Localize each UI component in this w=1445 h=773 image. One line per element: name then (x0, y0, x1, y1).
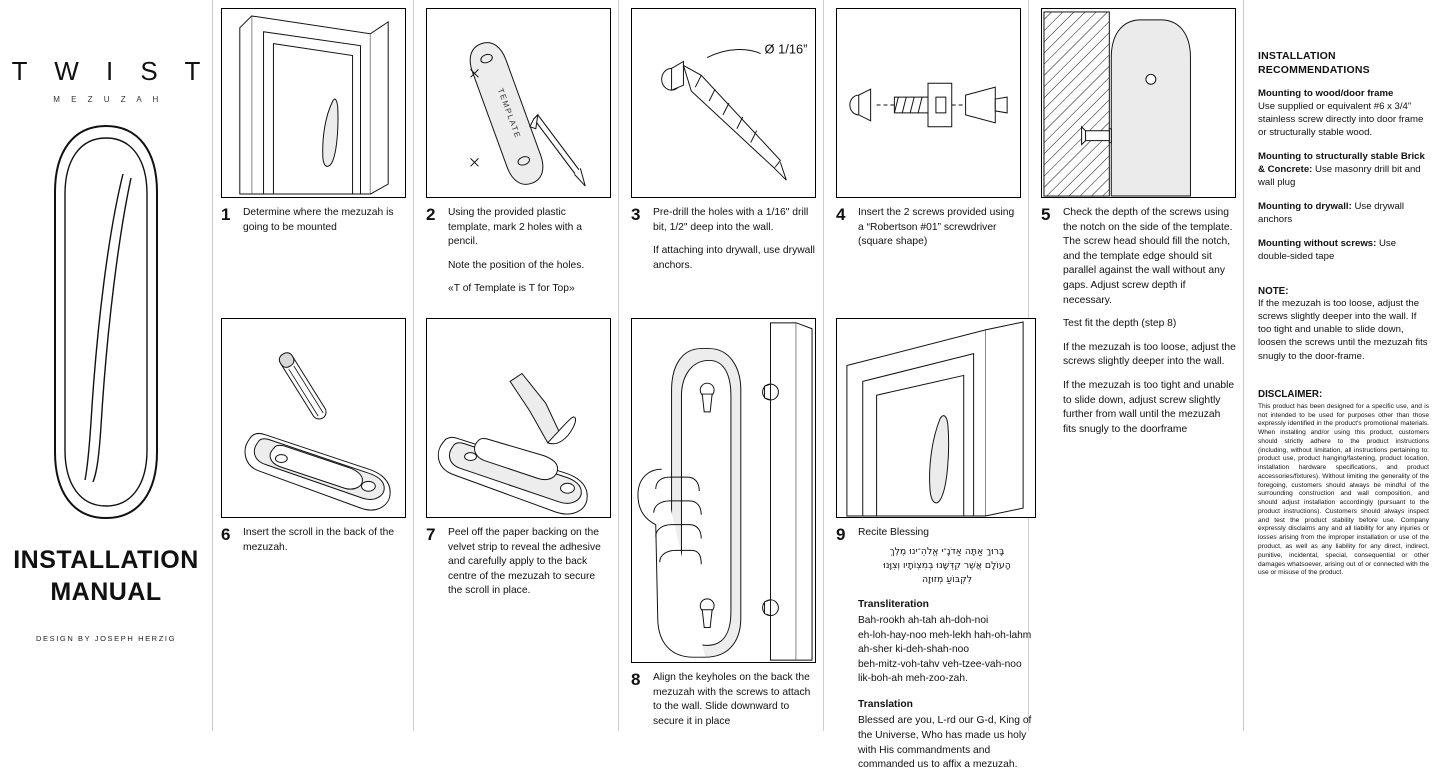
step-4-line-1: Insert the 2 screws provided using a “Robertson #01” screwdriver (square shape) (858, 207, 1015, 248)
step-3-line-2: If attaching into drywall, use drywall anchors. (653, 245, 815, 271)
blessing-hebrew-line-2: הָעוֹלָם אֲשֶׁר קִדְּשָׁנוּ בְּמִצְוֹתָיו וְצִוָּנוּ (883, 560, 1011, 572)
rec-block-drywall (1258, 201, 1429, 227)
recommendations-heading (1258, 50, 1429, 77)
blessing-hebrew-line-3: לִקְבּוֹעַ מְזוּזָה (921, 574, 972, 586)
step-1-number: 1 (221, 205, 231, 224)
recommendations-column (1244, 0, 1445, 731)
step-1 (221, 8, 406, 235)
step-1-illustration (221, 8, 406, 198)
step-1-caption (221, 206, 406, 235)
step-2-line-1: Using the provided plastic template, mark 2 holes with a pencil. (448, 207, 582, 248)
step-6-line-1: Insert the scroll in the back of the mezuzah. (243, 527, 395, 553)
step-4-illustration (836, 8, 1021, 198)
step-9-title: Recite Blessing (858, 527, 929, 538)
translation-body: Blessed are you, L-rd our G-d, King of the Universe, Who has made us holy with His commandments and commanded us to affix a mezuzah. (858, 715, 1032, 771)
rec-block-noscrews-title: Mounting without screws: (1258, 237, 1377, 249)
step-4 (836, 8, 1021, 250)
step-4-number: 4 (836, 205, 846, 224)
step-2 (426, 8, 611, 297)
recommendations-heading-line2: RECOMMENDATIONS (1258, 63, 1370, 76)
step-8 (631, 318, 816, 729)
step-5-line-3: If the mezuzah is too loose, adjust the screws slightly deeper into the wall. (1063, 341, 1236, 368)
transliteration-line-2: eh-loh-hay-noo meh-lekh hah-oh-lahm (858, 629, 1032, 641)
step-5-text (1063, 206, 1236, 438)
step-9-number: 9 (836, 525, 846, 544)
step-9-caption (836, 526, 1036, 773)
step-9-illustration (836, 318, 1036, 518)
step-4-text (858, 206, 1021, 250)
step-1-line-1: Determine where the mezuzah is going to be mounted (243, 207, 394, 233)
step-7-text (448, 526, 611, 599)
rec-block-noscrews (1258, 238, 1429, 264)
step-5-line-1: Check the depth of the screws using the notch on the side of the template. The screw head should fill the notch, and the template edge should sit parallel against the wall without any gaps. Adjust screw depth if necessary. (1063, 207, 1233, 306)
step-7-number: 7 (426, 525, 436, 544)
step-2-number: 2 (426, 205, 436, 224)
manual-heading-line1: INSTALLATION (13, 546, 199, 574)
transliteration-line-5: lik-boh-ah meh-zoo-zah. (858, 673, 968, 685)
step-9-text (858, 526, 1036, 773)
transliteration-line-4: beh-mitz-voh-tahv veh-tzee-vah-noo (858, 658, 1022, 670)
step-2-illustration (426, 8, 611, 198)
step-column-divider-3 (823, 0, 824, 731)
step-3 (631, 8, 816, 273)
rec-block-drywall-body: Use drywall anchors (1258, 200, 1405, 225)
step-6-number: 6 (221, 525, 231, 544)
template-label: TEMPLATE (495, 87, 523, 140)
rec-block-noscrews-body: Use double-sided tape (1258, 237, 1397, 262)
step-6-caption (221, 526, 406, 555)
translation-title: Translation (858, 698, 913, 710)
step-5-line-2: Test fit the depth (step 8) (1063, 318, 1177, 330)
recommendations-heading-line1: INSTALLATION (1258, 50, 1336, 62)
step-3-caption (631, 206, 816, 273)
step-5 (1041, 8, 1236, 438)
step-2-caption (426, 206, 611, 297)
step-3-illustration (631, 8, 816, 198)
step-8-number: 8 (631, 670, 641, 689)
rec-block-brick (1258, 151, 1429, 190)
rec-block-wood (1258, 88, 1429, 140)
manual-heading (13, 544, 199, 608)
blessing-hebrew-line-1: בָּרוּךְ אַתָּה אַדֹנָ־י אֱלֹהֵ־ינוּ מֶלֶךְ (889, 545, 1005, 557)
note-body: If the mezuzah is too loose, adjust the screws slightly deeper into the wall. If too tight and unable to slide down, loosen the screws until the mezuzah fits snugly to the door-frame. (1258, 297, 1428, 362)
steps-area (213, 0, 1243, 771)
step-6-illustration (221, 318, 406, 518)
rec-block-wood-body: Use supplied or equivalent #6 x 3/4" stainless screw directly into door frame or structurally stable wood. (1258, 101, 1424, 139)
step-7-caption (426, 526, 611, 599)
step-column-divider-2 (618, 0, 619, 731)
rec-block-brick-title: Mounting to structurally stable Brick & Concrete: (1258, 151, 1425, 175)
design-credit: DESIGN BY JOSEPH HERZIG (35, 634, 177, 643)
step-8-caption (631, 671, 816, 729)
brand-column (0, 0, 212, 731)
step-5-caption (1041, 206, 1236, 438)
step-8-line-1: Align the keyholes on the back the mezuzah with the screws to attach to the wall. Slide downward to secure it in place (653, 672, 811, 727)
step-column-divider-1 (413, 0, 414, 731)
rec-block-drywall-title: Mounting to drywall: (1258, 200, 1352, 212)
step-2-text (448, 206, 611, 297)
step-8-text (653, 671, 816, 729)
step-7-line-1: Peel off the paper backing on the velvet strip to reveal the adhesive and carefully apply to the back centre of the mezuzah to secure the scroll in place. (448, 527, 601, 597)
brand-subtitle: M E Z U Z A H (53, 95, 163, 104)
rec-block-brick-body: Use masonry drill bit and wall plug (1258, 163, 1421, 188)
step-3-number: 3 (631, 205, 641, 224)
step-5-illustration (1041, 8, 1236, 198)
transliteration-line-3: ah-sher ki-deh-shah-noo (858, 644, 969, 656)
transliteration-title: Transliteration (858, 598, 929, 610)
step-3-text (653, 206, 816, 273)
step-4-caption (836, 206, 1021, 250)
transliteration-body (858, 614, 1036, 686)
step-7 (426, 318, 611, 599)
step-1-text (243, 206, 406, 235)
step-2-line-2: Note the position of the holes. (448, 259, 585, 271)
step-2-line-3: «T of Template is T for Top» (448, 283, 575, 295)
brand-title: T W I S T (11, 56, 211, 86)
step-5-line-4: If the mezuzah is too tight and unable to slide down, adjust screw slightly further from wall until the mezuzah fits snugly to the doorframe (1063, 380, 1235, 435)
step-9 (836, 318, 1036, 773)
step-6 (221, 318, 406, 555)
drill-diameter-annotation: Ø 1/16” (764, 41, 808, 57)
blessing-hebrew (858, 545, 1036, 588)
step-8-illustration (631, 318, 816, 663)
step-6-text (243, 526, 406, 555)
rec-block-wood-title: Mounting to wood/door frame (1258, 88, 1394, 100)
manual-heading-line2: MANUAL (50, 578, 162, 606)
step-3-line-1: Pre-drill the holes with a 1/16" drill bit, 1/2" deep into the wall. (653, 207, 809, 233)
step-7-illustration (426, 318, 611, 518)
mezuzah-outline-illustration (47, 122, 165, 522)
step-5-number: 5 (1041, 205, 1051, 224)
note-title: NOTE: (1258, 285, 1289, 297)
disclaimer-title: DISCLAIMER: (1258, 388, 1323, 400)
transliteration-line-1: Bah-rookh ah-tah ah-doh-noi (858, 615, 989, 627)
disclaimer-body: This product has been designed for a specific use, and is not intended to be used for purposes other than those expressly identified in the product's promotional materials. When installing and/or using this product, customers should strictly adhere to the product instructions (including, without limitation, all instructions pertaining to: product use, product hanging/fastening, product location, installation hardware specifications, and product accessories/fixtures). Without limiting the generality of the foregoing, customers should always be mindful of the surrounding construction and wall composition, and should adjust installation accordingly (pursuant to the product instructions). Customers should always inspect and test the product stability before use. Company expressly disclaims any and all liability for any injuries or losses arising from the improper installation or use of the product, as well as any liability for any direct, indirect, punitive, incidental, special, consequential or other damages whatsoever, arising out of or connected with the use or misuse of the product. (1258, 402, 1429, 577)
